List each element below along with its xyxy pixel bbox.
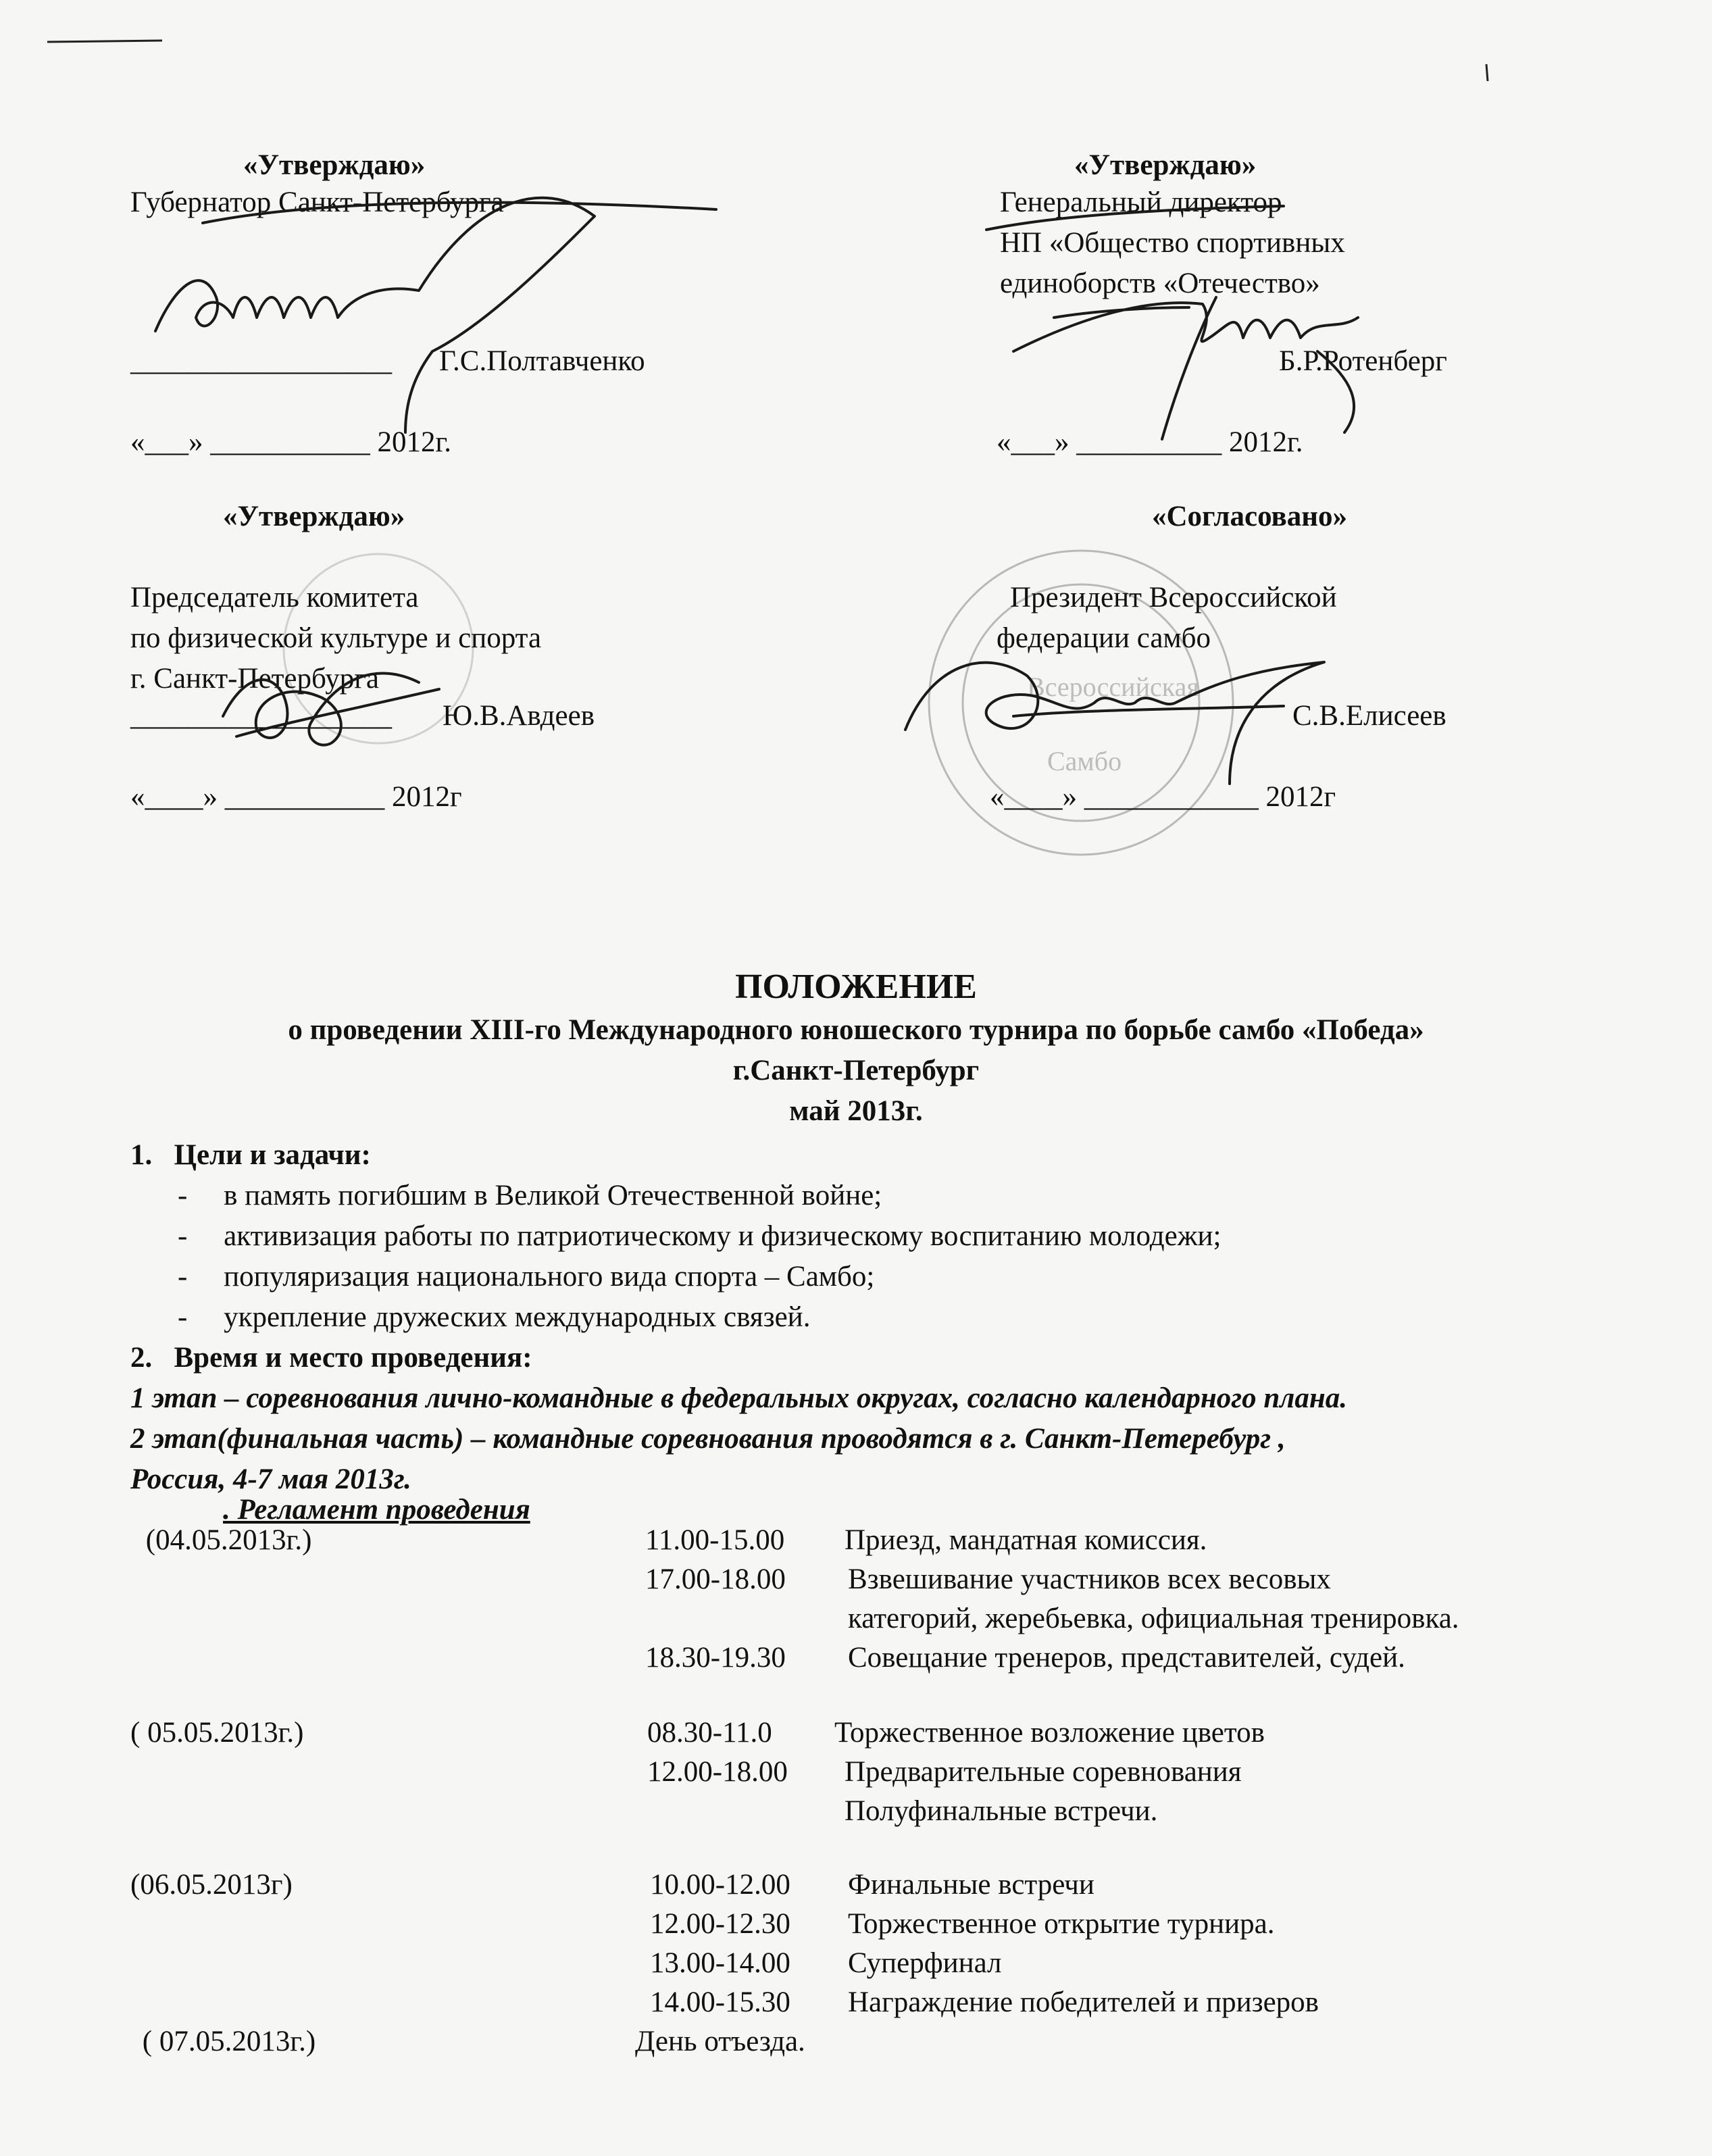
signature-federation bbox=[905, 662, 1324, 784]
section2-heading: 2. Время и место проведения: bbox=[130, 1342, 532, 1374]
document-city: г.Санкт-Петербург bbox=[732, 1055, 980, 1086]
schedule-event: категорий, жеребьевка, официальная тренировка. bbox=[848, 1603, 1459, 1634]
regulations-heading: . Регламент проведения bbox=[223, 1494, 530, 1526]
schedule-event: Полуфинальные встречи. bbox=[845, 1795, 1158, 1827]
stamp-text-1: Всероссийская bbox=[1027, 672, 1199, 702]
governor-heading: «Утверждаю» bbox=[243, 149, 426, 181]
section1-item-3: - популяризация национального вида спорта – Самбо; bbox=[178, 1261, 875, 1293]
schedule-time: 14.00-15.30 bbox=[650, 1986, 790, 2018]
schedule-event: Финальные встречи bbox=[848, 1869, 1094, 1901]
director-position-1: Генеральный директор bbox=[1000, 186, 1282, 218]
federation-date-line: «____» ____________ 2012г bbox=[990, 781, 1336, 813]
director-position-2: НП «Общество спортивных bbox=[1000, 227, 1345, 259]
section2-stage1: 1 этап – соревнования лично-командные в федеральных округах, согласно календарного плана. bbox=[130, 1382, 1347, 1414]
committee-position-3: г. Санкт-Петербурга bbox=[130, 663, 379, 695]
schedule-event: Торжественное открытие турнира. bbox=[848, 1908, 1275, 1940]
schedule-event: Награждение победителей и призеров bbox=[848, 1986, 1319, 2018]
schedule-event: Торжественное возложение цветов bbox=[834, 1717, 1265, 1749]
committee-date-line: «____» ___________ 2012г bbox=[130, 781, 462, 813]
document-subtitle: о проведении XIII-го Международного юношеского турнира по борьбе самбо «Победа» bbox=[288, 1014, 1424, 1046]
committee-heading: «Утверждаю» bbox=[223, 501, 405, 532]
committee-name: Ю.В.Авдеев bbox=[443, 700, 595, 732]
section2-stage2-line2: Россия, 4-7 мая 2013г. bbox=[130, 1463, 411, 1495]
section1-item-2: - активизация работы по патриотическому и физическому воспитанию молодежи; bbox=[178, 1220, 1222, 1252]
schedule-event: Приезд, мандатная комиссия. bbox=[845, 1524, 1207, 1556]
federation-heading: «Согласовано» bbox=[1152, 501, 1348, 532]
schedule-time: 12.00-12.30 bbox=[650, 1908, 790, 1940]
schedule-time: 12.00-18.00 bbox=[647, 1756, 788, 1788]
document-date: май 2013г. bbox=[789, 1095, 923, 1127]
committee-signature-line: __________________ bbox=[130, 700, 392, 732]
governor-name: Г.С.Полтавченко bbox=[439, 345, 645, 377]
schedule-time: 17.00-18.00 bbox=[645, 1563, 786, 1595]
section2-stage2-line1: 2 этап(финальная часть) – командные соревнования проводятся в г. Санкт-Петеребург , bbox=[130, 1423, 1286, 1455]
schedule-event: Совещание тренеров, представителей, судей. bbox=[848, 1642, 1405, 1674]
section1-item-4: - укрепление дружеских международных связей. bbox=[178, 1301, 811, 1333]
governor-signature-line: __________________ bbox=[130, 345, 392, 377]
director-position-3: единоборств «Отечество» bbox=[1000, 268, 1320, 299]
schedule-event: Взвешивание участников всех весовых bbox=[848, 1563, 1331, 1595]
federation-position-1: Президент Всероссийской bbox=[1010, 582, 1337, 613]
schedule-date: ( 07.05.2013г.) bbox=[135, 2026, 316, 2057]
schedule-event: Предварительные соревнования bbox=[845, 1756, 1242, 1788]
governor-position: Губернатор Санкт-Петербурга bbox=[130, 186, 504, 218]
committee-position-1: Председатель комитета bbox=[130, 582, 419, 613]
schedule-time: 18.30-19.30 bbox=[645, 1642, 786, 1674]
director-heading: «Утверждаю» bbox=[1074, 149, 1257, 181]
committee-position-2: по физической культуре и спорта bbox=[130, 622, 542, 654]
signature-governor bbox=[155, 198, 716, 432]
schedule-date: ( 05.05.2013г.) bbox=[130, 1717, 304, 1749]
schedule-time: 10.00-12.00 bbox=[650, 1869, 790, 1901]
section1-item-1: - в память погибшим в Великой Отечественной войне; bbox=[178, 1180, 882, 1211]
federation-position-2: федерации самбо bbox=[997, 622, 1211, 654]
schedule-time: 13.00-14.00 bbox=[650, 1947, 790, 1979]
schedule-event: Суперфинал bbox=[848, 1947, 1002, 1979]
schedule-time: 08.30-11.0 bbox=[647, 1717, 772, 1749]
director-name: Б.Р.Ротенберг bbox=[1279, 345, 1447, 377]
director-date-line: «___» __________ 2012г. bbox=[997, 426, 1303, 458]
schedule-time: 11.00-15.00 bbox=[645, 1524, 785, 1556]
schedule-date: (06.05.2013г) bbox=[130, 1869, 293, 1901]
section1-heading: 1. Цели и задачи: bbox=[130, 1139, 371, 1171]
schedule-date: (04.05.2013г.) bbox=[139, 1524, 312, 1556]
governor-date-line: «___» ___________ 2012г. bbox=[130, 426, 452, 458]
federation-name: С.В.Елисеев bbox=[1292, 700, 1446, 732]
document-title: ПОЛОЖЕНИЕ bbox=[735, 968, 977, 1006]
schedule-departure: День отъезда. bbox=[635, 2026, 805, 2057]
stamp-text-2: Самбо bbox=[1047, 746, 1122, 776]
